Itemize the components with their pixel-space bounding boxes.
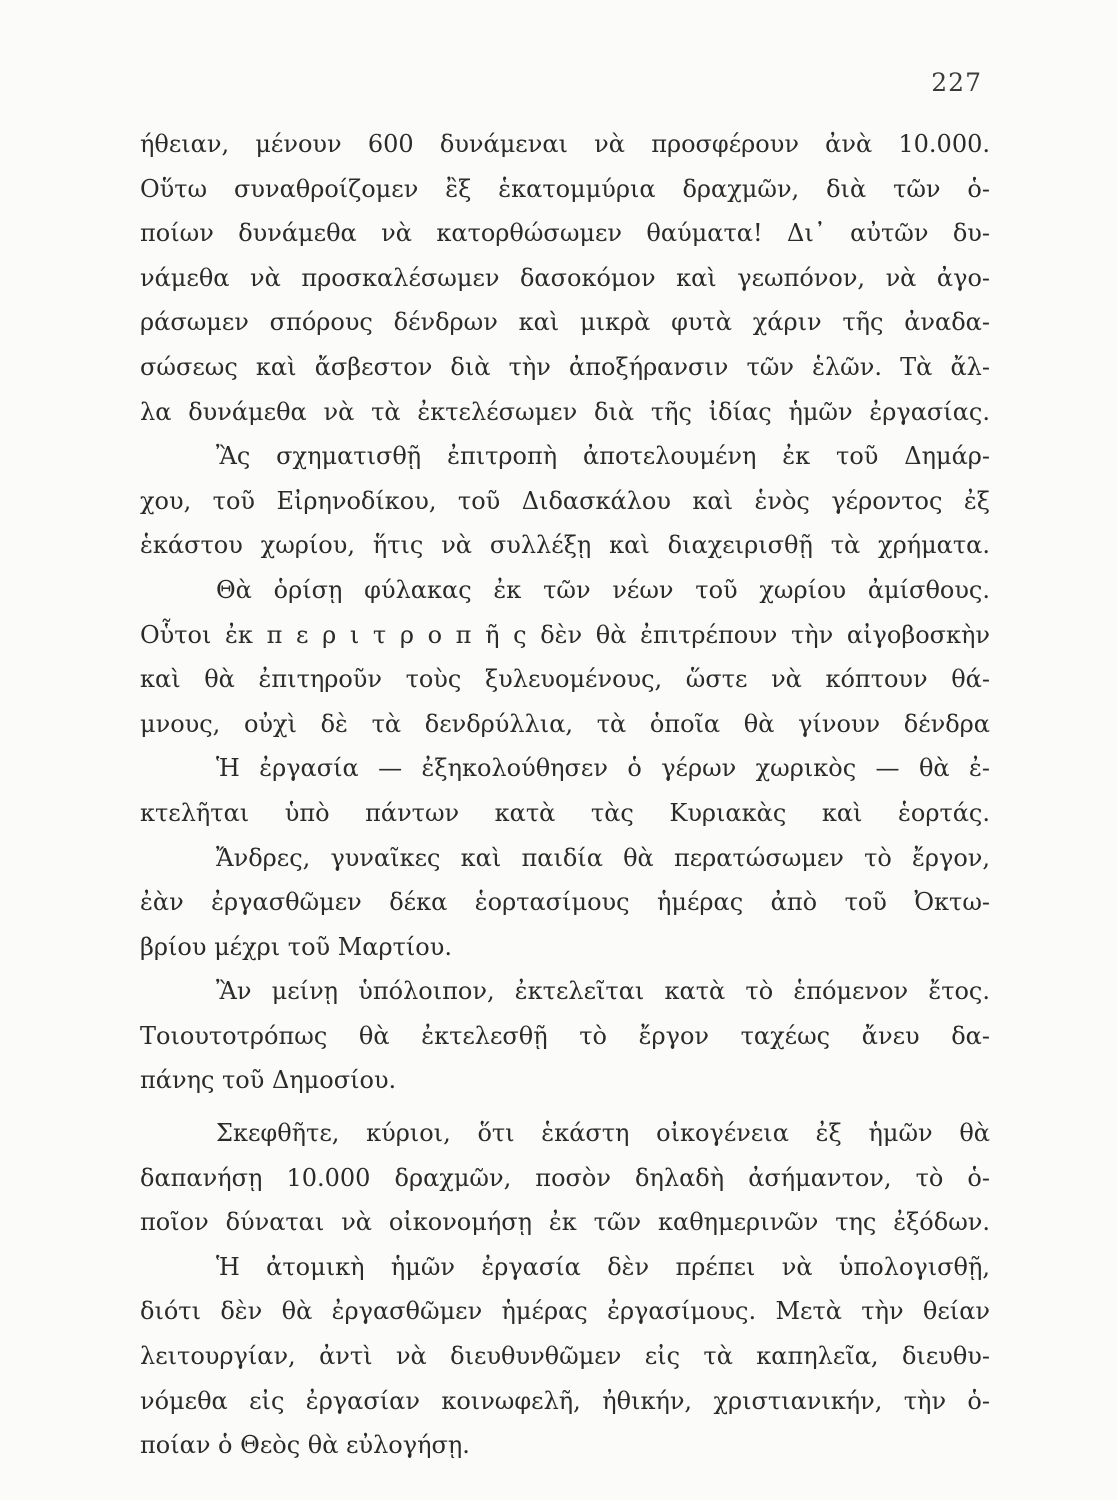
text-line: λα δυνάμεθα νὰ τὰ ἐκτελέσωμεν διὰ τῆς ἰδίας ἡμῶν ἐργασίας. [140, 397, 990, 426]
text-line: ποίαν ὁ Θεὸς θὰ εὐλογήσῃ. [140, 1431, 470, 1460]
text-line: Οὗτοι ἐκ π ε ρ ι τ ρ ο π ῆ ς δὲν θὰ ἐπιτρέπουν τὴν αἰγοβοσκὴν [140, 620, 990, 649]
text-line: ποῖον δύναται νὰ οἰκονομήσῃ ἐκ τῶν καθημερινῶν της ἐξόδων. [140, 1208, 990, 1237]
paragraph [140, 434, 990, 568]
text-line: ποίων δυνάμεθα νὰ κατορθώσωμεν θαύματα! Δι᾽ αὐτῶν δυ- [140, 219, 990, 248]
text-line: νόμεθα εἰς ἐργασίαν κοινωφελῆ, ἠθικήν, χριστιανικήν, τὴν ὁ- [140, 1386, 990, 1415]
text-line: Οὕτω συναθροίζομεν ἒξ ἑκατομμύρια δραχμῶν, διὰ τῶν ὁ- [140, 174, 990, 203]
text-line: Σκεφθῆτε, κύριοι, ὅτι ἑκάστη οἰκογένεια ἐξ ἡμῶν θὰ [216, 1119, 990, 1148]
paragraph [140, 836, 990, 970]
text-line: Ἡ ἀτομικὴ ἡμῶν ἐργασία δὲν πρέπει νὰ ὑπολογισθῇ, [216, 1252, 990, 1281]
paragraph [140, 1111, 990, 1245]
text-line: κτελῆται ὑπὸ πάντων κατὰ τὰς Κυριακὰς καὶ ἑορτάς. [140, 798, 990, 827]
text-line: Θὰ ὁρίσῃ φύλακας ἐκ τῶν νέων τοῦ χωρίου ἀμίσθους. [216, 575, 990, 604]
text-line: χου, τοῦ Εἰρηνοδίκου, τοῦ Διδασκάλου καὶ ἑνὸς γέροντος ἐξ [140, 486, 990, 515]
text-line: πάνης τοῦ Δημοσίου. [140, 1066, 397, 1095]
page-number: 227 [931, 68, 982, 97]
text-line: δαπανήσῃ 10.000 δραχμῶν, ποσὸν δηλαδὴ ἀσήμαντον, τὸ ὁ- [140, 1163, 990, 1192]
text-line: ήθειαν, μένουν 600 δυνάμεναι νὰ προσφέρουν ἀνὰ 10.000. [140, 130, 990, 158]
text-line: ἑκάστου χωρίου, ἥτις νὰ συλλέξῃ καὶ διαχειρισθῇ τὰ χρήματα. [140, 531, 990, 560]
paragraph [140, 568, 990, 746]
text-line: καὶ θὰ ἐπιτηροῦν τοὺς ξυλευομένους, ὥστε νὰ κόπτουν θά- [140, 665, 990, 694]
text-line: Ἡ ἐργασία — ἐξηκολούθησεν ὁ γέρων χωρικὸς — θὰ ἐ- [216, 754, 990, 783]
paragraph [140, 122, 990, 434]
paragraph [140, 746, 990, 835]
text-line: μνους, οὐχὶ δὲ τὰ δενδρύλλια, τὰ ὁποῖα θὰ γίνουν δένδρα [140, 709, 990, 738]
text-line: νάμεθα νὰ προσκαλέσωμεν δασοκόμον καὶ γεωπόνον, νὰ ἀγο- [140, 263, 990, 292]
text-line: διότι δὲν θὰ ἐργασθῶμεν ἡμέρας ἐργασίμους. Μετὰ τὴν θείαν [140, 1297, 990, 1326]
paragraph [140, 969, 990, 1103]
text-line: Ἄνδρες, γυναῖκες καὶ παιδία θὰ περατώσωμεν τὸ ἔργον, [216, 843, 990, 872]
text-line: Τοιουτοτρόπως θὰ ἐκτελεσθῇ τὸ ἔργον ταχέως ἄνευ δα- [140, 1021, 990, 1050]
text-line: ράσωμεν σπόρους δένδρων καὶ μικρὰ φυτὰ χάριν τῆς ἀναδα- [140, 308, 990, 337]
paragraph [140, 1245, 990, 1468]
body-text [140, 122, 990, 1468]
text-line: ἐὰν ἐργασθῶμεν δέκα ἑορτασίμους ἡμέρας ἀπὸ τοῦ Ὀκτω- [140, 888, 990, 917]
text-line: σώσεως καὶ ἄσβεστον διὰ τὴν ἀποξήρανσιν τῶν ἑλῶν. Τὰ ἄλ- [140, 352, 990, 381]
paragraph-gap [140, 1103, 990, 1111]
text-line: Ἂν μείνῃ ὑπόλοιπον, ἐκτελεῖται κατὰ τὸ ἑπόμενον ἔτος. [216, 977, 990, 1006]
text-line: Ἂς σχηματισθῇ ἐπιτροπὴ ἀποτελουμένη ἐκ τοῦ Δημάρ- [216, 442, 990, 471]
text-line: βρίου μέχρι τοῦ Μαρτίου. [140, 932, 452, 961]
text-line: λειτουργίαν, ἀντὶ νὰ διευθυνθῶμεν εἰς τὰ καπηλεῖα, διευθυ- [140, 1342, 990, 1371]
